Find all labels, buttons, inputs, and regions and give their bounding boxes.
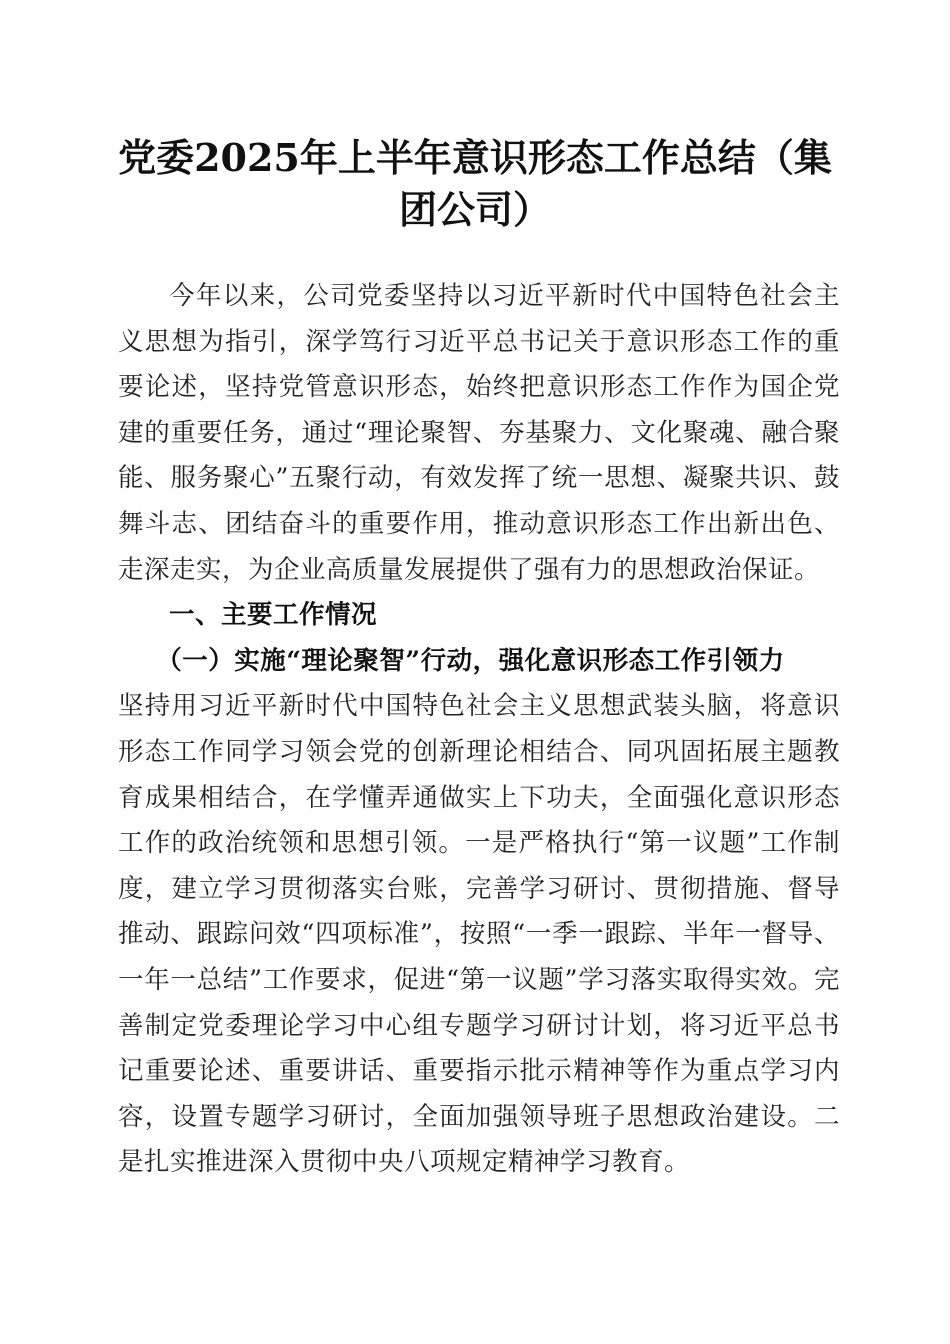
intro-paragraph: 今年以来，公司党委坚持以习近平新时代中国特色社会主义思想为指引，深学笃行习近平总书记关于意识形态工作的重要论述，坚持党管意识形态，始终把意识形态工作作为国企党建的重要任务，通过“理论聚智、夯基聚力、文化聚魂、融合聚能、服务聚心”五聚行动，有效发挥了统一思想、凝聚共识、鼓舞斗志、团结奋斗的重要作用，推动意识形态工作出新出色、走深走实，为企业高质量发展提供了强有力的思想政治保证。 bbox=[118, 281, 840, 585]
document-title: 党委2025年上半年意识形态工作总结（集团公司） bbox=[118, 135, 832, 232]
document-body bbox=[118, 274, 840, 1186]
section-heading: 一、主要工作情况 bbox=[169, 600, 378, 631]
subsection-paragraph: 坚持用习近平新时代中国特色社会主义思想武装头脑，将意识形态工作同学习领会党的创新理论相结合、同巩固拓展主题教育成果相结合，在学懂弄通做实上下功夫，全面强化意识形态工作的政治统领和思想引领。一是严格执行“第一议题”工作制度，建立学习贯彻落实台账，完善学习研讨、贯彻措施、督导推动、跟踪问效“四项标准”，按照“一季一跟踪、半年一督导、一年一总结”工作要求，促进“第一议题”学习落实取得实效。完善制定党委理论学习中心组专题学习研讨计划，将习近平总书记重要论述、重要讲话、重要指示批示精神等作为重点学习内容，设置专题学习研讨，全面加强领导班子思想政治建设。二是扎实推进深入贯彻中央八项规定精神学习教育。 bbox=[118, 691, 840, 1178]
subsection-heading: （一）实施“理论聚智”行动，强化意识形态工作引领力 bbox=[156, 645, 785, 676]
